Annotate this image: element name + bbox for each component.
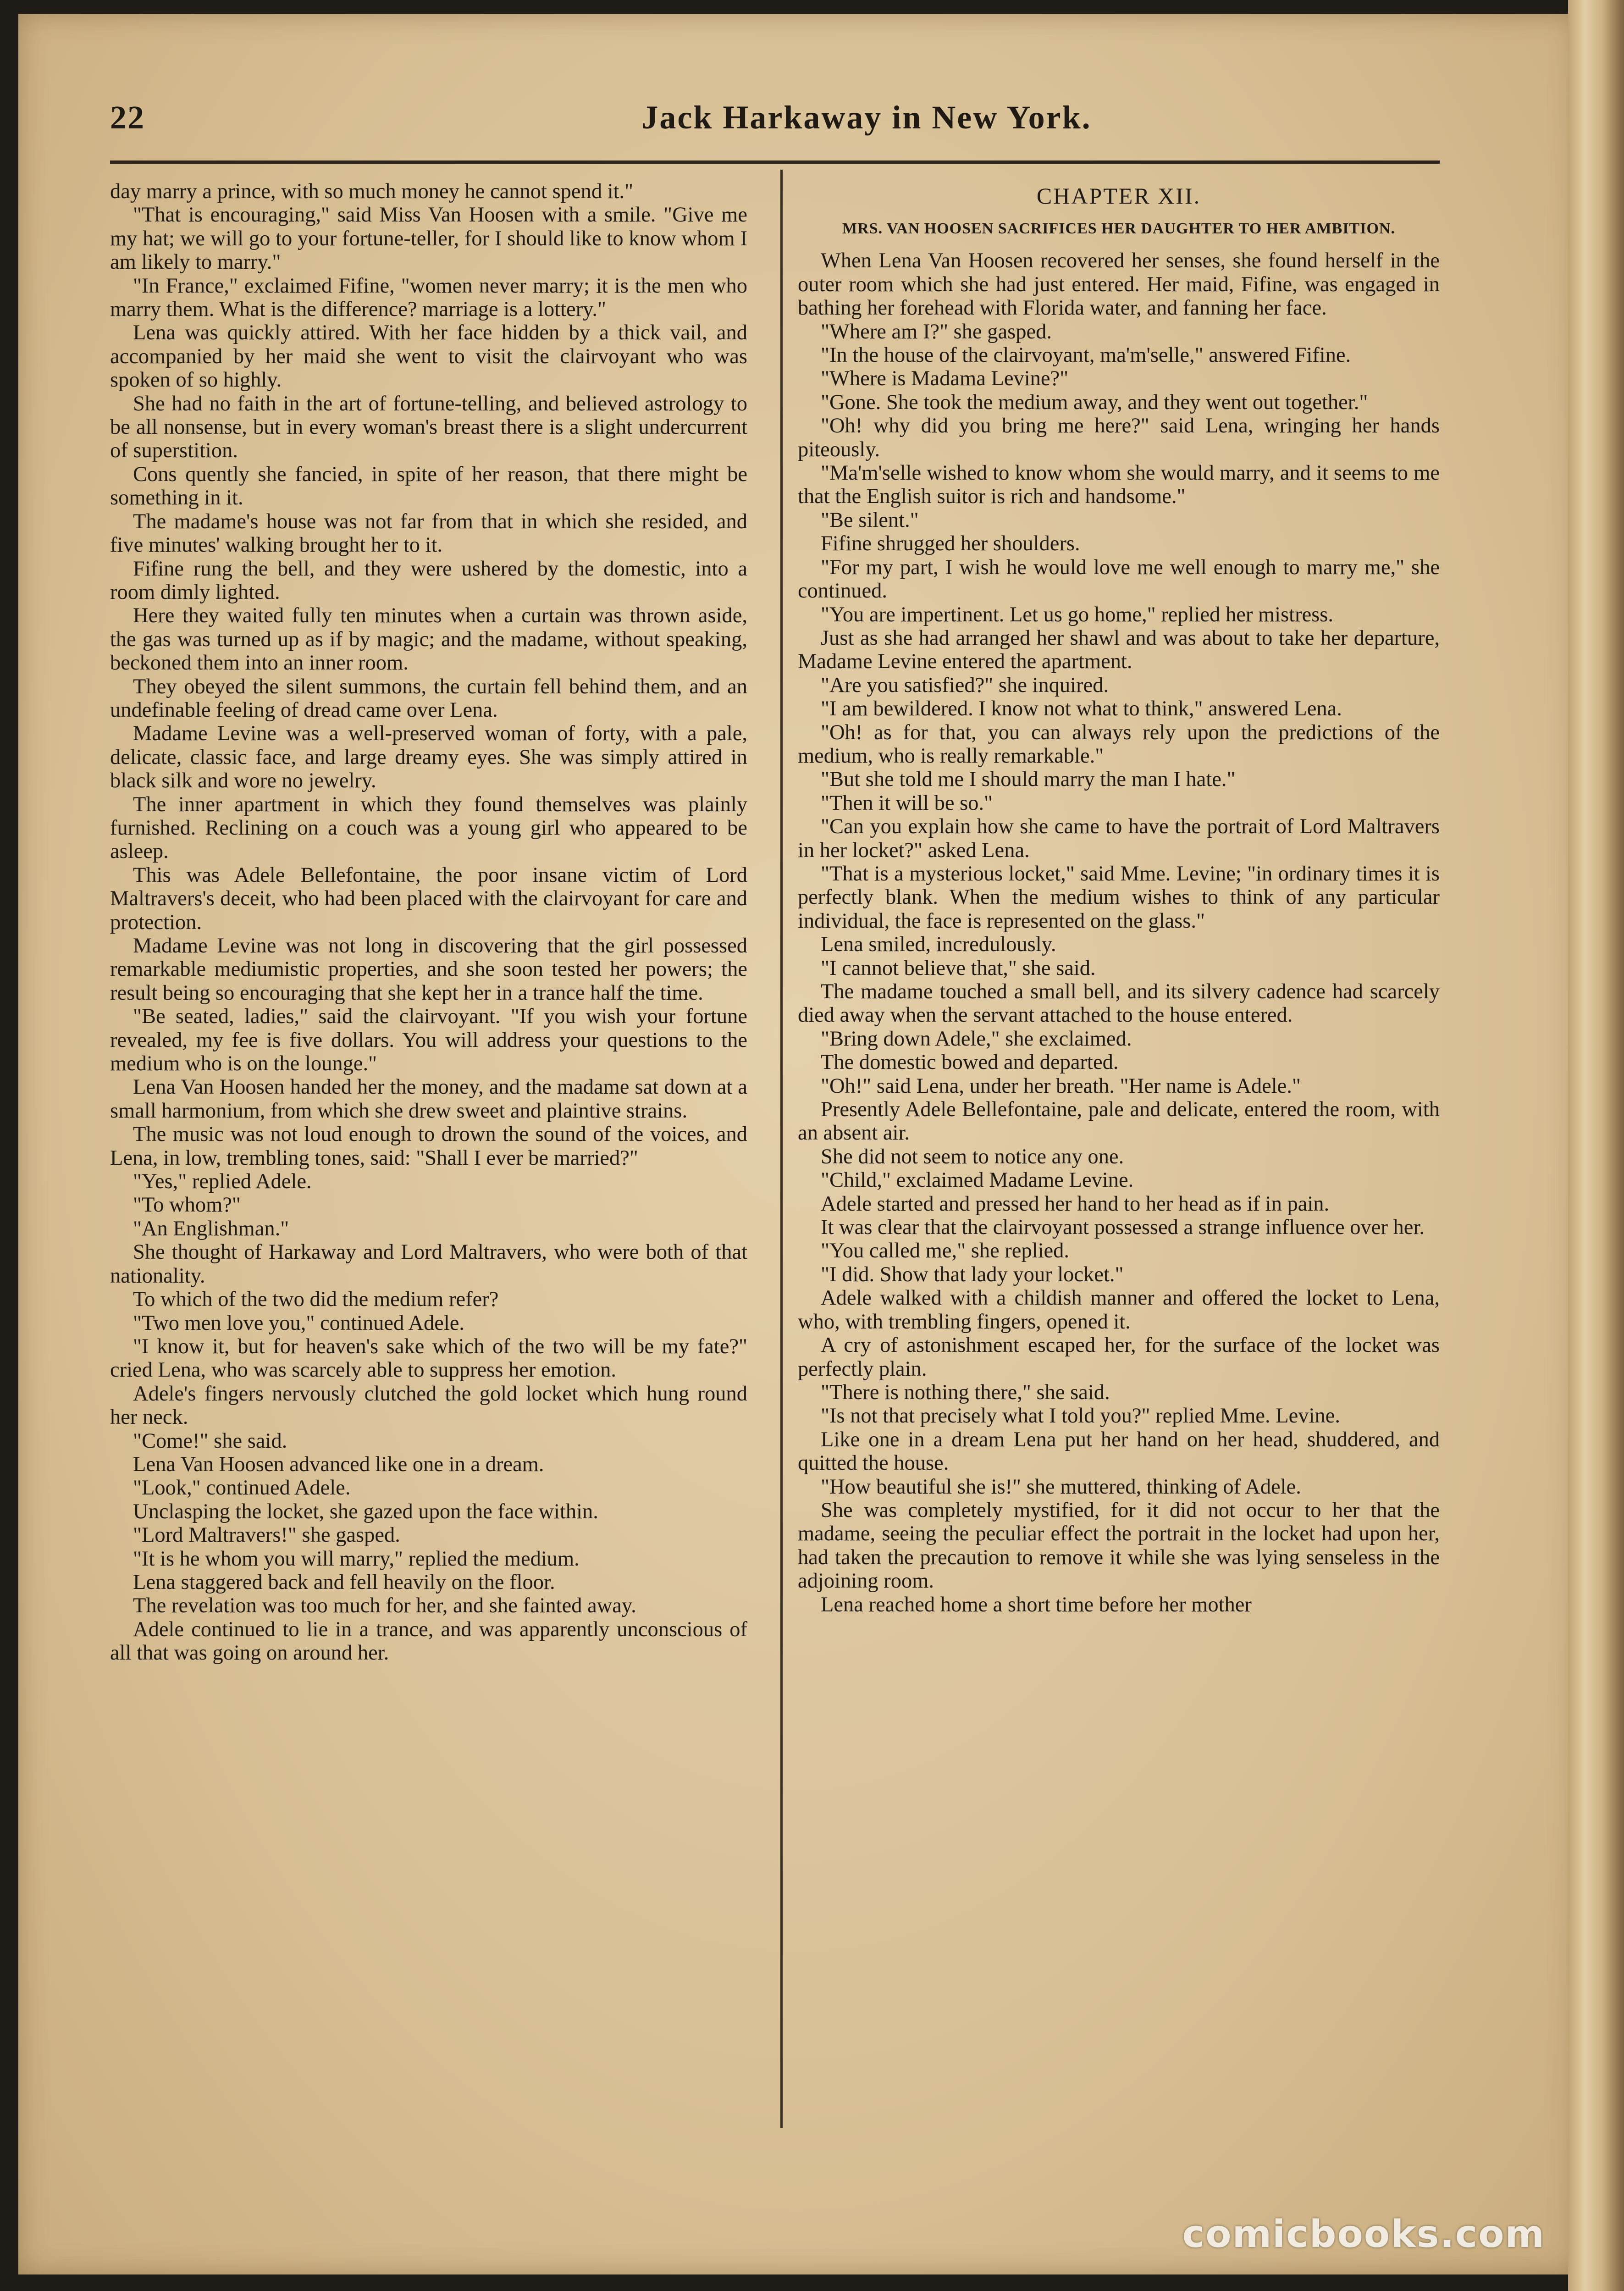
paragraph: When Lena Van Hoosen recovered her senses, she found herself in the outer room which she had just entered. Her maid, Fifine, was engaged in bathing her forehead with Florida water, and fanning her face.	[798, 249, 1440, 320]
paragraph: "Where am I?" she gasped.	[821, 320, 1052, 343]
paragraph: "That is a mysterious locket," said Mme. Levine; "in ordinary times it is perfectly blank. When the medium wishes to think of any particular individual, the face is represented on the glass."	[798, 862, 1440, 933]
paragraph: "Oh! as for that, you can always rely upon the predictions of the medium, who is really remarkable."	[798, 720, 1440, 768]
running-title: Jack Harkaway in New York.	[641, 99, 1092, 136]
right-column	[798, 180, 1440, 1616]
paragraph: Lena smiled, incredulously.	[821, 933, 1056, 957]
paragraph: She thought of Harkaway and Lord Maltravers, who were both of that nationality.	[110, 1240, 747, 1288]
paragraph: A cry of astonishment escaped her, for the surface of the locket was perfectly plain.	[798, 1334, 1440, 1381]
paragraph: Adele's fingers nervously clutched the gold locket which hung round her neck.	[110, 1382, 747, 1429]
paragraph: She did not seem to notice any one.	[821, 1145, 1124, 1168]
paragraph: "I know it, but for heaven's sake which of the two will be my fate?" cried Lena, who was scarcely able to suppress her emotion.	[110, 1334, 747, 1382]
paragraph: Adele continued to lie in a trance, and was apparently unconscious of all that was going on around her.	[110, 1617, 747, 1665]
page-number: 22	[110, 99, 145, 136]
book-spine	[1568, 0, 1624, 2291]
paragraph: Unclasping the locket, she gazed upon the face within.	[133, 1500, 598, 1523]
paragraph: This was Adele Bellefontaine, the poor insane victim of Lord Maltravers's deceit, who had been placed with the clairvoyant for care and protection.	[110, 863, 747, 934]
paragraph: She had no faith in the art of fortune-telling, and believed astrology to be all nonsense, but in every woman's breast there is a slight undercurrent of superstition.	[110, 392, 747, 463]
paragraph: "I did. Show that lady your locket."	[821, 1262, 1124, 1286]
paragraph: Fifine shrugged her shoulders.	[821, 532, 1080, 556]
book-page	[18, 14, 1577, 2274]
paragraph: Lena Van Hoosen handed her the money, and the madame sat down at a small harmonium, from which she drew sweet and plaintive strains.	[110, 1075, 747, 1123]
paragraph: "Can you explain how she came to have the portrait of Lord Maltravers in her locket?" asked Lena.	[798, 815, 1440, 862]
chapter-subheading: MRS. VAN HOOSEN SACRIFICES HER DAUGHTER TO HER AMBITION.	[842, 220, 1395, 238]
paragraph: The revelation was too much for her, and she fainted away.	[133, 1594, 636, 1618]
column-divider	[780, 170, 783, 2128]
header-rule	[110, 160, 1440, 164]
paragraph: "Then it will be so."	[821, 791, 993, 815]
paragraph: "That is encouraging," said Miss Van Hoosen with a smile. "Give me my hat; we will go to your fortune-teller, for I should like to know whom I am likely to marry."	[110, 203, 747, 274]
paragraph: Lena reached home a short time before her mother	[821, 1593, 1252, 1616]
paragraph: "Where is Madama Levine?"	[821, 367, 1069, 391]
paragraph: The domestic bowed and departed.	[821, 1051, 1119, 1074]
paragraph: "Be seated, ladies," said the clairvoyant. "If you wish your fortune revealed, my fee is five dollars. You will address your questions to the medium who is on the lounge."	[110, 1005, 747, 1076]
left-column	[110, 180, 747, 1665]
paragraph: "Oh!" said Lena, under her breath. "Her name is Adele."	[821, 1074, 1301, 1098]
paragraph: "Look," continued Adele.	[133, 1476, 351, 1500]
paragraph: Lena staggered back and fell heavily on the floor.	[133, 1570, 555, 1594]
paragraph: "In France," exclaimed Fifine, "women never marry; it is the men who marry them. What is the difference? marriage is a lottery."	[110, 274, 747, 321]
paragraph: "Oh! why did you bring me here?" said Lena, wringing her hands piteously.	[798, 414, 1440, 461]
paragraph: "I cannot believe that," she said.	[821, 956, 1096, 980]
paragraph: Lena Van Hoosen advanced like one in a dream.	[133, 1452, 544, 1476]
paragraph: "How beautiful she is!" she muttered, thinking of Adele.	[821, 1475, 1301, 1499]
paragraph: "Are you satisfied?" she inquired.	[821, 673, 1109, 697]
paragraph: "Be silent."	[821, 508, 919, 532]
paragraph: Madame Levine was a well-preserved woman of forty, with a pale, delicate, classic face, and large dreamy eyes. She was simply attired in black silk and wore no jewelry.	[110, 722, 747, 793]
paragraph: "In the house of the clairvoyant, ma'm'selle," answered Fifine.	[821, 343, 1351, 367]
paragraph: "An Englishman."	[133, 1217, 289, 1240]
paragraph: "Child," exclaimed Madame Levine.	[821, 1168, 1134, 1192]
paragraph: "Lord Maltravers!" she gasped.	[133, 1523, 400, 1547]
paragraph: The music was not loud enough to drown the sound of the voices, and Lena, in low, trembling tones, said: "Shall I ever be married?"	[110, 1123, 747, 1170]
paragraph: day marry a prince, with so much money he cannot spend it."	[110, 180, 634, 203]
paragraph: Here they waited fully ten minutes when a curtain was thrown aside, the gas was turned up as if by magic; and the madame, without speaking, beckoned them into an inner room.	[110, 604, 747, 675]
paragraph: The madame's house was not far from that in which she resided, and five minutes' walking brought her to it.	[110, 509, 747, 557]
paragraph: Adele started and pressed her hand to her head as if in pain.	[821, 1192, 1330, 1216]
paragraph: She was completely mystified, for it did not occur to her that the madame, seeing the peculiar effect the portrait in the locket had upon her, had taken the precaution to remove it while she was lying senseless in the adjoining room.	[798, 1498, 1440, 1593]
paragraph: Adele walked with a childish manner and offered the locket to Lena, who, with trembling fingers, opened it.	[798, 1286, 1440, 1334]
paragraph: Lena was quickly attired. With her face hidden by a thick vail, and accompanied by her maid she went to visit the clairvoyant who was spoken of so highly.	[110, 321, 747, 392]
paragraph: "I am bewildered. I know not what to think," answered Lena.	[821, 697, 1342, 721]
paragraph: "Is not that precisely what I told you?" replied Mme. Levine.	[821, 1404, 1340, 1428]
paragraph: Madame Levine was not long in discovering that the girl possessed remarkable mediumistic properties, and she soon tested her powers; the result being so encouraging that she kept her in a trance half the time.	[110, 934, 747, 1005]
right-column-text	[798, 249, 1440, 1616]
watermark: comicbooks.com	[1182, 2213, 1545, 2256]
paragraph: Presently Adele Bellefontaine, pale and delicate, entered the room, with an absent air.	[798, 1098, 1440, 1145]
paragraph: The inner apartment in which they found themselves was plainly furnished. Reclining on a couch was a young girl who appeared to be asleep.	[110, 792, 747, 863]
chapter-heading: CHAPTER XII.	[1036, 183, 1201, 209]
paragraph: The madame touched a small bell, and its silvery cadence had scarcely died away when the servant attached to the house entered.	[798, 980, 1440, 1027]
paragraph: "For my part, I wish he would love me well enough to marry me," she continued.	[798, 555, 1440, 603]
paragraph: Just as she had arranged her shawl and was about to take her departure, Madame Levine entered the apartment.	[798, 626, 1440, 674]
paragraph: "You are impertinent. Let us go home," replied her mistress.	[821, 603, 1334, 626]
paragraph: "Two men love you," continued Adele.	[133, 1311, 465, 1335]
paragraph: "Yes," replied Adele.	[133, 1170, 312, 1194]
paragraph: "But she told me I should marry the man I hate."	[821, 768, 1236, 791]
paragraph: "Gone. She took the medium away, and they went out together."	[821, 390, 1368, 414]
paragraph: To which of the two did the medium refer?	[133, 1288, 499, 1312]
paragraph: Fifine rung the bell, and they were ushered by the domestic, into a room dimly lighted.	[110, 557, 747, 604]
paragraph: Cons quently she fancied, in spite of her reason, that there might be something in it.	[110, 462, 747, 510]
paragraph: "Bring down Adele," she exclaimed.	[821, 1027, 1132, 1051]
paragraph: "It is he whom you will marry," replied the medium.	[133, 1547, 580, 1571]
paragraph: Like one in a dream Lena put her hand on her head, shuddered, and quitted the house.	[798, 1428, 1440, 1475]
paragraph: They obeyed the silent summons, the curtain fell behind them, and an undefinable feeling of dread came over Lena.	[110, 675, 747, 722]
paragraph: "There is nothing there," she said.	[821, 1380, 1110, 1404]
paragraph: "To whom?"	[133, 1193, 241, 1217]
paragraph: "You called me," she replied.	[821, 1239, 1070, 1263]
paragraph: "Ma'm'selle wished to know whom she would marry, and it seems to me that the English suitor is rich and handsome."	[798, 461, 1440, 509]
paragraph: It was clear that the clairvoyant possessed a strange influence over her.	[821, 1216, 1425, 1240]
paragraph: "Come!" she said.	[133, 1429, 287, 1453]
